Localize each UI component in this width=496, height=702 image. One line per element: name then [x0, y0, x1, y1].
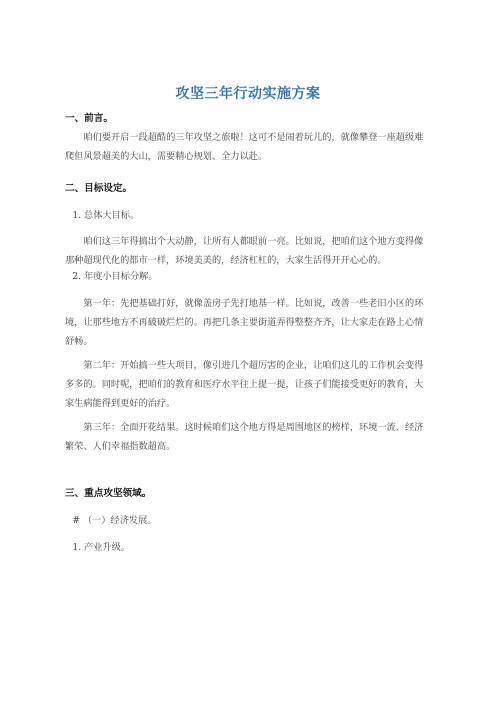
section-heading-intro: 一、前言。: [65, 113, 113, 124]
paragraph-year-three: 第三年：全面开花结果。这时候咱们这个地方得是周围地区的榜样，环境一流、经济繁荣、人们幸福指数超高。: [65, 422, 424, 452]
paragraph-year-two: 第二年：开始搞一些大项目，像引进几个超厉害的企业，让咱们这儿的工作机会变得多多的。同时呢，把咱们的教育和医疗水平往上提一提，让孩子们能接受更好的教育，大家生病能得到更好的治疗。: [65, 360, 424, 409]
paragraph-intro: 咱们要开启一段超酷的三年攻坚之旅啦！这可不是闹着玩儿的，就像攀登一座超级难爬但风景超美的大山，需要精心规划、全力以赴。: [65, 132, 424, 162]
list-item-economy: # （一）经济发展。: [72, 515, 157, 526]
list-item-annual-goals: 2. 年度小目标分解。: [72, 271, 158, 282]
section-heading-goals: 二、目标设定。: [65, 183, 133, 194]
paragraph-year-one: 第一年：先把基础打好，就像盖房子先打地基一样。比如说，改善一些老旧小区的环境，让那些地方不再破破烂烂的。再把几条主要街道弄得整整齐齐，让大家走在路上心情舒畅。: [65, 298, 424, 347]
section-heading-key-areas: 三、重点攻坚领域。: [65, 488, 152, 499]
list-item-overall-goal: 1. 总体大目标。: [72, 210, 140, 221]
list-item-industry-upgrade: 1. 产业升级。: [72, 542, 130, 553]
document-title: 攻坚三年行动实施方案: [175, 86, 321, 102]
paragraph-overall-goal: 咱们这三年得搞出个大动静，让所有人都眼前一亮。比如说，把咱们这个地方变得像那种超现代化的都市一样，环境美美的，经济杠杠的，大家生活得开开心心的。: [65, 236, 424, 266]
